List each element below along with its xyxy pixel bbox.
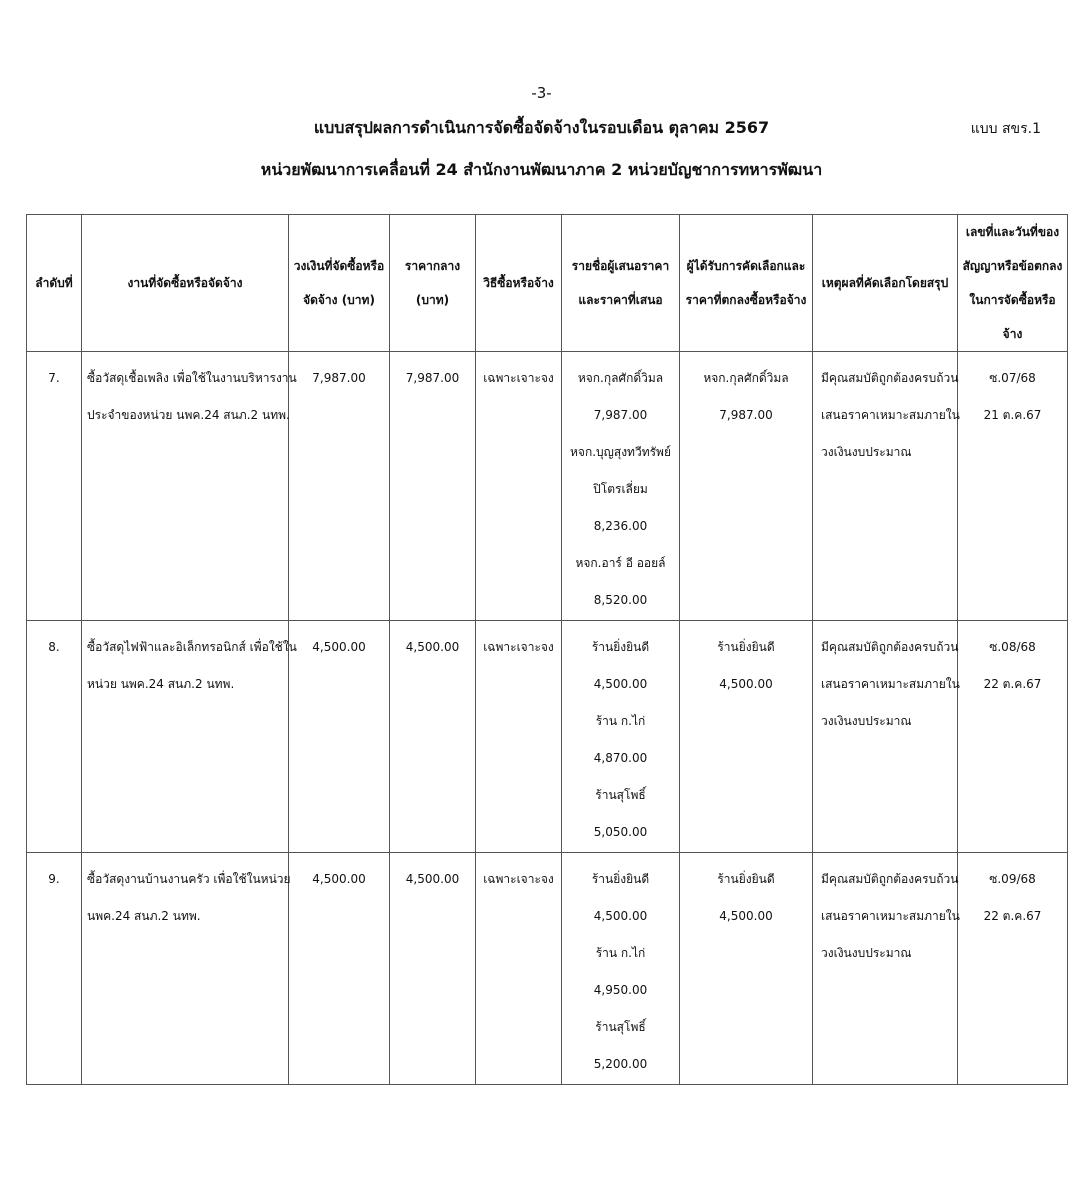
selection-reason bbox=[813, 853, 958, 1085]
bidders-list-text: 4,950.00 bbox=[593, 983, 648, 997]
header-text: วิธีซื้อหรือจ้าง bbox=[483, 276, 554, 290]
selection-reason-text: มีคุณสมบัติถูกต้องครบถ้วน bbox=[821, 640, 959, 654]
bidders-list-text: ร้านสุโพธิ์ bbox=[595, 788, 646, 802]
header-text: เลขที่และวันที่ของ bbox=[965, 225, 1060, 239]
selected-vendor-text: หจก.กุลศักดิ์วิมล bbox=[703, 371, 789, 385]
header-text: รายชื่อผู้เสนอราคา bbox=[571, 259, 670, 273]
contract-info bbox=[958, 352, 1068, 621]
document-title: แบบสรุปผลการดำเนินการจัดซื้อจัดจ้างในรอบเดือน ตุลาคม 2567 bbox=[313, 118, 770, 137]
bidders-list-text: 4,500.00 bbox=[593, 909, 648, 923]
bidders-list-text: ร้าน ก.ไก่ bbox=[595, 714, 646, 728]
contract-info-text: 21 ต.ค.67 bbox=[983, 408, 1042, 422]
header-text: วงเงินที่จัดซื้อหรือ bbox=[293, 259, 385, 273]
budget-amount bbox=[289, 352, 390, 621]
bidders-list-text: 8,520.00 bbox=[593, 593, 648, 607]
header-text: จัดจ้าง (บาท) bbox=[303, 293, 375, 307]
procurement-method-text: เฉพาะเจาะจง bbox=[483, 371, 554, 385]
median-price-text: 4,500.00 bbox=[405, 640, 460, 654]
procurement-method-text: เฉพาะเจาะจง bbox=[483, 640, 554, 654]
median-price bbox=[390, 853, 476, 1085]
row-number-text: 9. bbox=[48, 872, 60, 886]
bidders-list-text: 7,987.00 bbox=[593, 408, 648, 422]
table-header-row bbox=[27, 215, 1068, 352]
procurement-method bbox=[476, 352, 562, 621]
contract-info-text: 22 ต.ค.67 bbox=[983, 909, 1042, 923]
header-method bbox=[476, 215, 562, 352]
selected-vendor-text: 4,500.00 bbox=[719, 677, 773, 691]
selected-vendor-text: ร้านยิ่งยินดี bbox=[717, 872, 775, 886]
table-row bbox=[27, 853, 1068, 1085]
task-description bbox=[82, 621, 297, 853]
bidders-list-text: 8,236.00 bbox=[593, 519, 648, 533]
contract-info-text: ซ.09/68 bbox=[989, 872, 1036, 886]
task-description bbox=[82, 853, 289, 1085]
budget-amount-text: 4,500.00 bbox=[312, 872, 366, 886]
bidders-list-text: 4,870.00 bbox=[593, 751, 648, 765]
task-description bbox=[82, 352, 297, 621]
row-number bbox=[27, 853, 82, 1085]
bidders-list-text: ร้าน ก.ไก่ bbox=[595, 946, 646, 960]
header-contract bbox=[958, 215, 1068, 352]
row-number-text: 8. bbox=[48, 640, 60, 654]
budget-amount-text: 7,987.00 bbox=[312, 371, 366, 385]
document-subtitle: หน่วยพัฒนาการเคลื่อนที่ 24 สำนักงานพัฒนาภาค 2 หน่วยบัญชาการทหารพัฒนา bbox=[260, 160, 823, 179]
selection-reason-text: เสนอราคาเหมาะสมภายใน bbox=[821, 677, 960, 691]
selection-reason bbox=[813, 621, 958, 853]
row-number-text: 7. bbox=[48, 371, 60, 385]
budget-amount bbox=[289, 853, 390, 1085]
header-text: ผู้ได้รับการคัดเลือกและ bbox=[686, 259, 806, 273]
bidders-list-text: ร้านยิ่งยินดี bbox=[591, 640, 650, 654]
form-code: แบบ สขร.1 bbox=[970, 121, 1041, 137]
bidders-list bbox=[562, 352, 680, 621]
header-text: ในการจัดซื้อหรือจ้าง bbox=[969, 293, 1056, 341]
selected-vendor bbox=[680, 352, 813, 621]
selected-vendor-text: 4,500.00 bbox=[719, 909, 773, 923]
budget-amount-text: 4,500.00 bbox=[312, 640, 366, 654]
bidders-list-text: 5,200.00 bbox=[593, 1057, 648, 1071]
bidders-list-text: ปิโตรเลี่ยม bbox=[593, 482, 648, 496]
header-median-price bbox=[390, 215, 476, 352]
selected-vendor-text: ร้านยิ่งยินดี bbox=[717, 640, 775, 654]
header-order bbox=[27, 215, 82, 352]
bidders-list-text: หจก.บุญสุงทวีทรัพย์ bbox=[570, 445, 671, 459]
task-description-text: ซื้อวัสดุงานบ้านงานครัว เพื่อใช้ในหน่วย bbox=[87, 872, 291, 886]
contract-info bbox=[958, 621, 1068, 853]
contract-info bbox=[958, 853, 1068, 1085]
page-number: -3- bbox=[531, 84, 552, 102]
table-row bbox=[27, 352, 1068, 621]
header-text: ลำดับที่ bbox=[35, 276, 73, 290]
header-task bbox=[82, 215, 289, 352]
procurement-method bbox=[476, 621, 562, 853]
selected-vendor bbox=[680, 853, 813, 1085]
row-number bbox=[27, 621, 82, 853]
task-description-text: หน่วย นพค.24 สนภ.2 นทพ. bbox=[87, 677, 235, 691]
header-text: สัญญาหรือข้อตกลง bbox=[962, 259, 1063, 273]
contract-info-text: ซ.07/68 bbox=[989, 371, 1036, 385]
selection-reason-text: วงเงินงบประมาณ bbox=[821, 946, 912, 960]
procurement-method-text: เฉพาะเจาะจง bbox=[483, 872, 554, 886]
table-row bbox=[27, 621, 1068, 853]
header-text: ราคาที่ตกลงซื้อหรือจ้าง bbox=[685, 293, 807, 307]
header-bidders bbox=[562, 215, 680, 352]
selection-reason-text: เสนอราคาเหมาะสมภายใน bbox=[821, 408, 960, 422]
task-description-text: ซื้อวัสดุเชื้อเพลิง เพื่อใช้ในงานบริหารงาน bbox=[87, 371, 297, 385]
procurement-summary-table bbox=[26, 214, 1068, 1085]
median-price-text: 4,500.00 bbox=[405, 872, 460, 886]
bidders-list-text: 4,500.00 bbox=[593, 677, 648, 691]
bidders-list bbox=[562, 853, 680, 1085]
bidders-list-text: หจก.อาร์ อี ออยล์ bbox=[575, 556, 666, 570]
selection-reason-text: มีคุณสมบัติถูกต้องครบถ้วน bbox=[821, 872, 959, 886]
header-text: ราคากลาง bbox=[404, 259, 461, 273]
header-text: และราคาที่เสนอ bbox=[578, 293, 663, 307]
selection-reason-text: วงเงินงบประมาณ bbox=[821, 445, 912, 459]
median-price bbox=[390, 352, 476, 621]
header-selected bbox=[680, 215, 813, 352]
header-text: งานที่จัดซื้อหรือจัดจ้าง bbox=[127, 276, 243, 290]
bidders-list-text: ร้านยิ่งยินดี bbox=[591, 872, 650, 886]
budget-amount bbox=[289, 621, 390, 853]
selection-reason-text: มีคุณสมบัติถูกต้องครบถ้วน bbox=[821, 371, 959, 385]
selection-reason-text: วงเงินงบประมาณ bbox=[821, 714, 912, 728]
median-price-text: 7,987.00 bbox=[405, 371, 460, 385]
bidders-list-text: ร้านสุโพธิ์ bbox=[595, 1020, 646, 1034]
bidders-list bbox=[562, 621, 680, 853]
median-price bbox=[390, 621, 476, 853]
contract-info-text: ซ.08/68 bbox=[989, 640, 1036, 654]
header-text: เหตุผลที่คัดเลือกโดยสรุป bbox=[821, 276, 949, 290]
header-text: (บาท) bbox=[415, 293, 450, 307]
bidders-list-text: หจก.กุลศักดิ์วิมล bbox=[577, 371, 664, 385]
bidders-list-text: 5,050.00 bbox=[593, 825, 648, 839]
task-description-text: นพค.24 สนภ.2 นทพ. bbox=[87, 909, 201, 923]
header-budget bbox=[289, 215, 390, 352]
selected-vendor-text: 7,987.00 bbox=[719, 408, 773, 422]
selection-reason bbox=[813, 352, 958, 621]
header-reason bbox=[813, 215, 958, 352]
selected-vendor bbox=[680, 621, 813, 853]
contract-info-text: 22 ต.ค.67 bbox=[983, 677, 1042, 691]
task-description-text: ซื้อวัสดุไฟฟ้าและอิเล็กทรอนิกส์ เพื่อใช้ใน bbox=[87, 640, 297, 654]
procurement-method bbox=[476, 853, 562, 1085]
selection-reason-text: เสนอราคาเหมาะสมภายใน bbox=[821, 909, 960, 923]
row-number bbox=[27, 352, 82, 621]
task-description-text: ประจำของหน่วย นพค.24 สนภ.2 นทพ. bbox=[87, 408, 290, 422]
